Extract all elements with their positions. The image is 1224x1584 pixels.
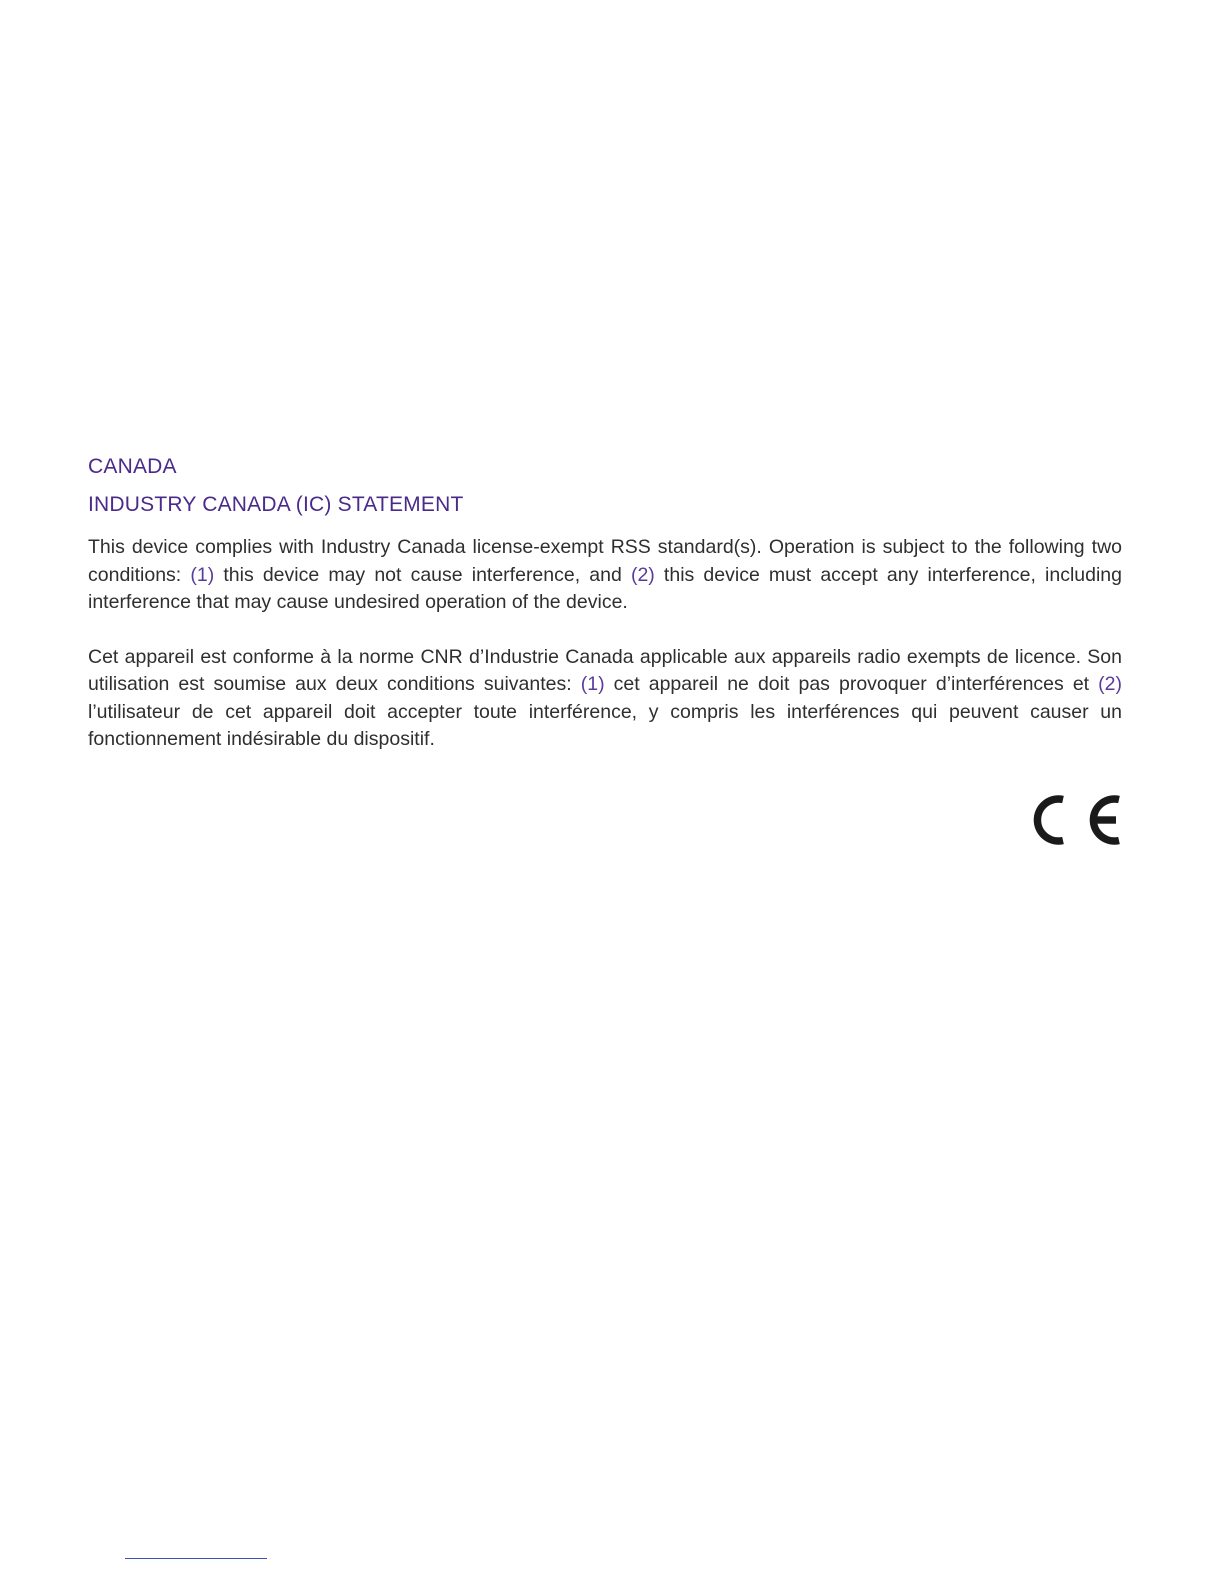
french-text-part-3: l’utilisateur de cet appareil doit accepter toute interférence, y compris les interférences qui peuvent causer un fonctionnement indésirable du dispositif.: [88, 700, 1122, 750]
footer-rule: [125, 1558, 267, 1559]
french-statement: [88, 644, 1122, 754]
french-text-part-1: Cet appareil est conforme à la norme CNR d’Industrie Canada applicable aux appareils radio exempts de licence. Son utilisation est soumise aux deux conditions suivantes:: [88, 645, 1122, 695]
english-text-part-1: This device complies with Industry Canada license-exempt RSS standard(s). Operation is subject to the following two conditions:: [88, 536, 1122, 586]
french-text-part-2: cet appareil ne doit pas provoquer d’interférences et: [604, 673, 1099, 695]
french-condition-1-number: (1): [580, 673, 605, 695]
english-text-part-3: this device must accept any interference, including interference that may cause undesired operation of the device.: [88, 563, 1122, 613]
english-text-part-2: this device may not cause interference, and: [214, 563, 631, 586]
english-condition-2-number: (2): [630, 563, 655, 586]
french-condition-2-number: (2): [1098, 673, 1123, 695]
document-content: [88, 452, 1122, 754]
section-title: CANADA: [88, 455, 177, 478]
english-condition-1-number: (1): [190, 563, 215, 586]
section-subtitle: INDUSTRY CANADA (IC) STATEMENT: [88, 493, 464, 516]
english-statement: [88, 534, 1122, 617]
ce-mark-icon: [1030, 790, 1124, 850]
